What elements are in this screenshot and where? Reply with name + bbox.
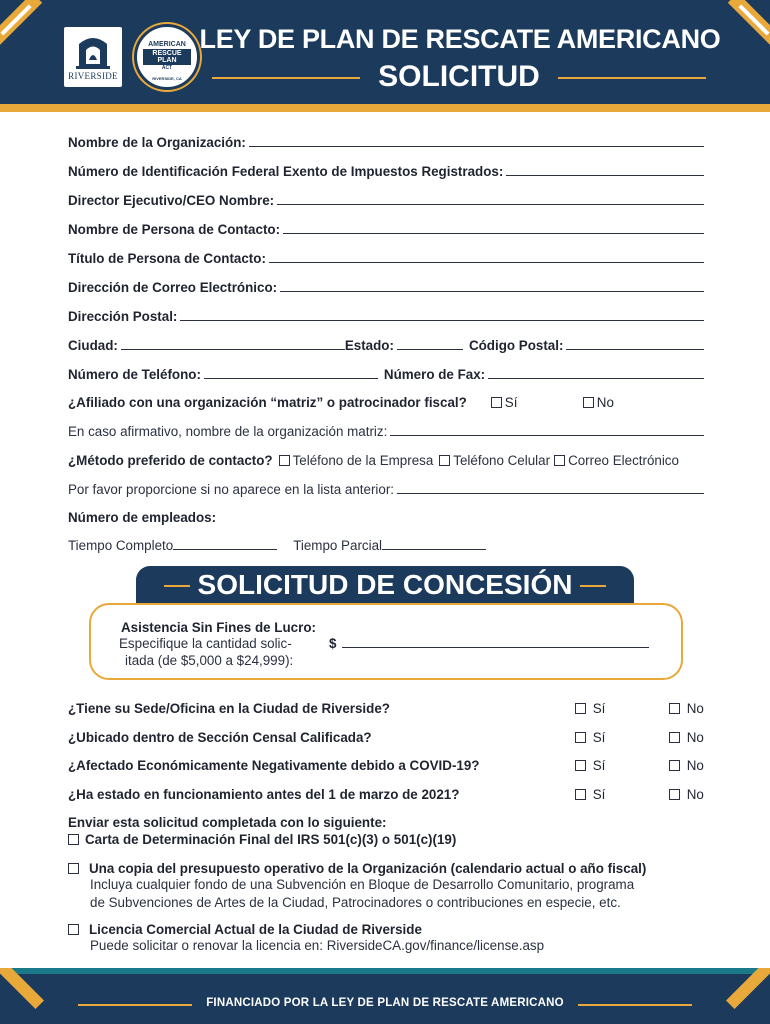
fax-field[interactable] (488, 378, 704, 379)
question-no-option[interactable] (669, 758, 704, 773)
state-field[interactable] (397, 349, 463, 350)
city-field[interactable] (121, 349, 345, 350)
federal-id-row (68, 157, 704, 179)
question-yes-label: Sí (592, 758, 606, 773)
fax-label: Número de Fax: (383, 367, 486, 382)
footer-rule-right (578, 1004, 692, 1006)
question-no-checkbox[interactable] (669, 789, 680, 800)
question-text: ¿Afectado Económicamente Negativamente debido a COVID-19? (68, 758, 480, 773)
question-yes-option[interactable] (575, 758, 605, 773)
bell-tower-icon (73, 30, 113, 70)
affiliated-yes-label: Sí (504, 395, 518, 410)
phone-fax-row (68, 360, 704, 382)
phone-field[interactable] (204, 378, 378, 379)
question-text: ¿Ha estado en funcionamiento antes del 1 de marzo de 2021? (68, 787, 460, 802)
full-time-label: Tiempo Completo (68, 538, 174, 553)
question-no-label: No (686, 787, 704, 802)
grant-section-banner (136, 566, 634, 606)
seal-text-2: RESCUE PLAN (143, 49, 191, 65)
page-header (0, 0, 770, 112)
attachment-item-license (68, 922, 544, 955)
contact-method-label: ¿Método preferido de contacto? (68, 453, 273, 468)
banner-rule-left (164, 585, 190, 587)
attachment-license-checkbox[interactable] (68, 924, 79, 935)
method-business-checkbox[interactable] (279, 455, 290, 466)
director-label: Director Ejecutivo/CEO Nombre: (68, 193, 275, 208)
subtitle-block (212, 60, 706, 94)
email-row (68, 273, 704, 295)
question-text: ¿Ubicado dentro de Sección Censal Calificada? (68, 730, 372, 745)
contact-title-field[interactable] (269, 262, 704, 263)
affiliated-label: ¿Afiliado con una organización “matriz” o patrocinador fiscal? (68, 395, 467, 410)
question-yes-checkbox[interactable] (575, 789, 586, 800)
seal-text-4: RIVERSIDE, CA (152, 76, 182, 81)
method-business-label: Teléfono de la Empresa (292, 453, 434, 468)
other-method-field[interactable] (397, 493, 704, 494)
grant-amount-field[interactable] (342, 647, 649, 648)
postal-label: Dirección Postal: (68, 309, 178, 324)
riverside-logo-text: RIVERSIDE (68, 71, 118, 81)
attachment-budget-desc2: de Subvenciones de Artes de la Ciudad, Patrocinadores o contribuciones en especie, etc. (90, 895, 621, 910)
parent-org-row (68, 417, 704, 439)
page-footer (0, 968, 770, 1024)
part-time-label: Tiempo Parcial (293, 538, 382, 553)
attachment-budget-label: Una copia del presupuesto operativo de la Organización (calendario actual o año fiscal) (89, 861, 647, 876)
state-label: Estado: (344, 338, 394, 353)
zip-field[interactable] (566, 349, 704, 350)
full-time-field[interactable] (173, 549, 277, 550)
federal-id-label: Número de Identificación Federal Exento de Impuestos Registrados: (68, 164, 504, 179)
attachment-irs-checkbox[interactable] (68, 834, 79, 845)
affiliated-yes-checkbox[interactable] (491, 397, 502, 408)
question-no-checkbox[interactable] (669, 760, 680, 771)
director-row (68, 186, 704, 208)
seal-text-3: ACT (161, 65, 173, 71)
postal-row (68, 302, 704, 324)
attachment-item-irs-letter (68, 832, 456, 847)
other-method-row (68, 475, 704, 497)
email-field[interactable] (280, 291, 704, 292)
part-time-field[interactable] (382, 549, 486, 550)
question-yes-option[interactable] (575, 701, 605, 716)
grant-section-title: SOLICITUD DE CONCESIÓN (197, 569, 573, 600)
postal-field[interactable] (180, 320, 704, 321)
question-no-checkbox[interactable] (669, 703, 680, 714)
question-no-option[interactable] (669, 701, 704, 716)
parent-org-field[interactable] (390, 435, 704, 436)
attachment-license-desc: Puede solicitar o renovar la licencia en: RiversideCA.gov/finance/license.asp (90, 938, 545, 953)
method-cell-label: Teléfono Celular (453, 453, 551, 468)
affiliated-no-label: No (596, 395, 614, 410)
question-yes-label: Sí (592, 787, 606, 802)
org-name-label: Nombre de la Organización: (68, 135, 246, 150)
page-subtitle: SOLICITUD (378, 60, 540, 93)
question-no-option[interactable] (669, 787, 704, 802)
parent-org-label: En caso afirmativo, nombre de la organización matriz: (68, 424, 388, 439)
question-no-option[interactable] (669, 730, 704, 745)
footer-rule-left (78, 1004, 192, 1006)
grant-description-line2: itada (de $5,000 a $24,999): (125, 653, 294, 668)
question-no-checkbox[interactable] (669, 732, 680, 743)
attachment-item-budget (68, 861, 646, 912)
question-yes-label: Sí (592, 701, 606, 716)
question-no-label: No (686, 730, 704, 745)
grant-heading: Asistencia Sin Fines de Lucro: (121, 620, 316, 635)
email-label: Dirección de Correo Electrónico: (68, 280, 278, 295)
contact-name-label: Nombre de Persona de Contacto: (68, 222, 281, 237)
city-state-zip-row (68, 331, 704, 353)
city-label: Ciudad: (68, 338, 118, 353)
employment-type-row (68, 531, 704, 553)
affiliated-row (68, 388, 704, 410)
riverside-logo (64, 27, 122, 87)
method-email-option[interactable] (554, 453, 679, 468)
employees-label: Número de empleados: (68, 510, 217, 525)
question-row (68, 699, 718, 719)
subtitle-rule-left (212, 77, 360, 79)
question-no-label: No (686, 701, 704, 716)
footer-text: FINANCIADO POR LA LEY DE PLAN DE RESCATE AMERICANO (206, 997, 564, 1009)
contact-title-row (68, 244, 704, 266)
org-name-field[interactable] (249, 146, 704, 147)
question-row (68, 785, 718, 805)
question-text: ¿Tiene su Sede/Oficina en la Ciudad de Riverside? (68, 701, 390, 716)
grant-description-line1: Especifique la cantidad solic- (119, 636, 292, 651)
method-cell-option[interactable] (439, 453, 550, 468)
question-row (68, 756, 718, 776)
org-name-row (68, 128, 704, 150)
question-yes-checkbox[interactable] (575, 703, 586, 714)
affiliated-no-checkbox[interactable] (583, 397, 594, 408)
question-yes-checkbox[interactable] (575, 732, 586, 743)
contact-name-row (68, 215, 704, 237)
method-business-option[interactable] (279, 453, 434, 468)
currency-symbol: $ (329, 636, 337, 651)
attachments-heading: Enviar esta solicitud completada con lo siguiente: (68, 815, 387, 830)
header-gold-bar (0, 104, 770, 112)
method-email-label: Correo Electrónico (568, 453, 679, 468)
method-cell-checkbox[interactable] (439, 455, 450, 466)
contact-method-row (68, 446, 704, 468)
affiliated-yes-option[interactable] (491, 395, 583, 410)
page-title: LEY DE PLAN DE RESCATE AMERICANO (199, 24, 721, 54)
attachment-budget-desc1: Incluya cualquier fondo de una Subvención en Bloque de Desarrollo Comunitario, programa (90, 877, 635, 892)
grant-amount-row (329, 636, 649, 651)
question-yes-option[interactable] (575, 730, 605, 745)
affiliated-no-option[interactable] (583, 395, 614, 410)
federal-id-field[interactable] (506, 175, 704, 176)
zip-label: Código Postal: (468, 338, 564, 353)
other-method-label: Por favor proporcione si no aparece en la lista anterior: (68, 482, 395, 497)
attachment-license-label: Licencia Comercial Actual de la Ciudad de Riverside (89, 922, 422, 937)
contact-name-field[interactable] (283, 233, 704, 234)
director-field[interactable] (277, 204, 704, 205)
question-yes-label: Sí (592, 730, 606, 745)
question-row (68, 728, 718, 748)
employees-row (68, 503, 704, 525)
grant-amount-box (89, 603, 683, 680)
contact-title-label: Título de Persona de Contacto: (68, 251, 266, 266)
method-email-checkbox[interactable] (554, 455, 565, 466)
attachment-budget-checkbox[interactable] (68, 863, 79, 874)
seal-text-1: AMERICAN (148, 41, 186, 48)
banner-rule-right (580, 585, 606, 587)
question-yes-checkbox[interactable] (575, 760, 586, 771)
question-no-label: No (686, 758, 704, 773)
attachment-irs-label: Carta de Determinación Final del IRS 501(c)(3) o 501(c)(19) (85, 832, 457, 847)
question-yes-option[interactable] (575, 787, 605, 802)
footer-band (0, 974, 770, 1024)
header-corner-accent-left (0, 0, 42, 45)
subtitle-rule-right (558, 77, 706, 79)
phone-label: Número de Teléfono: (68, 367, 201, 382)
header-corner-accent-right (728, 0, 770, 45)
